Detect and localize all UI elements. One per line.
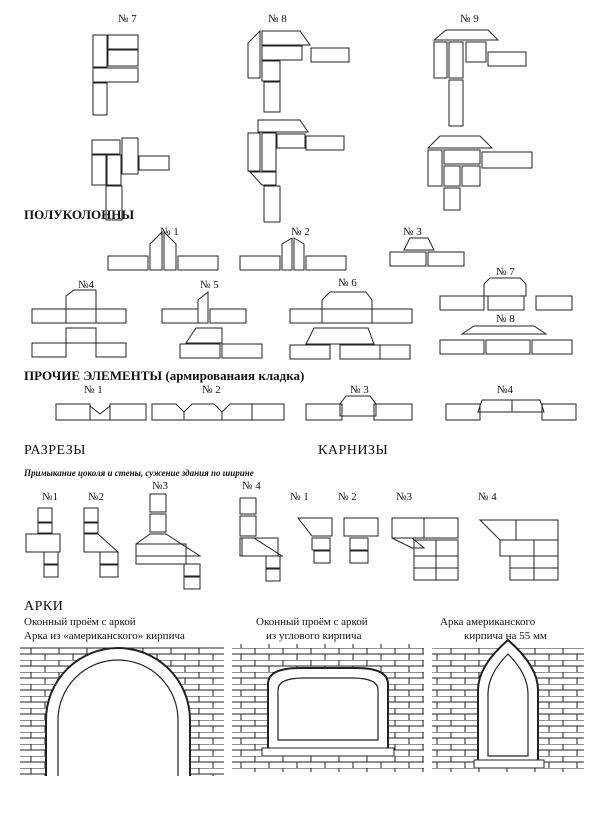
column-8-label: № 8 bbox=[268, 13, 287, 25]
cornice-1-label: № 1 bbox=[290, 491, 309, 503]
arch-3 bbox=[432, 640, 584, 772]
arch-1 bbox=[20, 648, 224, 776]
half-column-8-label: № 8 bbox=[496, 313, 515, 325]
arch-2-caption-line1: Оконный проём с аркой bbox=[256, 616, 368, 628]
other-element-3 bbox=[306, 396, 412, 420]
half-column-3-label: № 3 bbox=[403, 226, 422, 238]
cornice-3-label: №3 bbox=[396, 491, 412, 503]
arch-1-caption-line2: Арка из «американского» кирпича bbox=[24, 630, 185, 642]
column-8-bottom bbox=[248, 120, 344, 222]
section-2-label: №2 bbox=[88, 491, 104, 503]
half-column-5-label: № 5 bbox=[200, 279, 219, 291]
half-column-7 bbox=[440, 278, 572, 310]
arch-3-caption-line2: кирпича на 55 мм bbox=[464, 630, 547, 642]
half-column-5 bbox=[162, 292, 262, 358]
half-column-8 bbox=[440, 326, 572, 354]
cornice-4-label: № 4 bbox=[478, 491, 497, 503]
section-4 bbox=[240, 498, 282, 581]
column-9-label: № 9 bbox=[460, 13, 479, 25]
arch-2 bbox=[232, 644, 424, 772]
other-element-3-label: № 3 bbox=[350, 384, 369, 396]
sections-title: РАЗРЕЗЫ bbox=[24, 443, 87, 458]
column-7-label: № 7 bbox=[118, 13, 137, 25]
section-4-label: № 4 bbox=[242, 480, 261, 492]
other-element-2 bbox=[152, 404, 284, 420]
half-columns-title: ПОЛУКОЛОННЫ bbox=[24, 207, 135, 222]
arches-title: АРКИ bbox=[24, 599, 64, 614]
half-column-1-label: № 1 bbox=[160, 226, 179, 238]
other-elements-title: ПРОЧИЕ ЭЛЕМЕНТЫ (армированаия кладка) bbox=[24, 368, 305, 383]
half-column-4 bbox=[32, 290, 126, 357]
cornice-1 bbox=[298, 518, 332, 563]
sections-note: Примыкание цоколя и стены, сужение здания по ширине bbox=[24, 468, 254, 478]
half-column-3 bbox=[390, 238, 464, 266]
half-column-6-label: № 6 bbox=[338, 277, 357, 289]
cornice-2-label: № 2 bbox=[338, 491, 357, 503]
column-9-bottom bbox=[428, 136, 532, 210]
arch-2-caption-line2: из углового кирпича bbox=[266, 630, 362, 642]
section-1 bbox=[26, 508, 60, 577]
other-element-4-label: №4 bbox=[497, 384, 513, 396]
half-column-6 bbox=[290, 292, 412, 359]
arch-1-caption-line1: Оконный проём с аркой bbox=[24, 616, 136, 628]
section-3-label: №3 bbox=[152, 480, 168, 492]
other-element-1-label: № 1 bbox=[84, 384, 103, 396]
cornice-4 bbox=[480, 520, 558, 580]
cornice-2 bbox=[344, 518, 378, 563]
half-column-7-label: № 7 bbox=[496, 266, 515, 278]
column-9-top bbox=[434, 30, 526, 126]
half-column-2-label: № 2 bbox=[291, 226, 310, 238]
column-7-top bbox=[93, 35, 138, 115]
other-element-1 bbox=[56, 404, 146, 420]
cornices-title: КАРНИЗЫ bbox=[318, 443, 389, 458]
column-8-top bbox=[248, 31, 349, 112]
arch-3-caption-line1: Арка американского bbox=[440, 616, 536, 628]
section-1-label: №1 bbox=[42, 491, 58, 503]
cornice-3 bbox=[392, 518, 458, 580]
other-element-4 bbox=[446, 400, 576, 420]
section-3 bbox=[136, 494, 200, 589]
half-column-4-label: №4 bbox=[78, 279, 94, 291]
other-element-2-label: № 2 bbox=[202, 384, 221, 396]
half-column-2 bbox=[240, 238, 346, 270]
section-2 bbox=[84, 508, 118, 577]
